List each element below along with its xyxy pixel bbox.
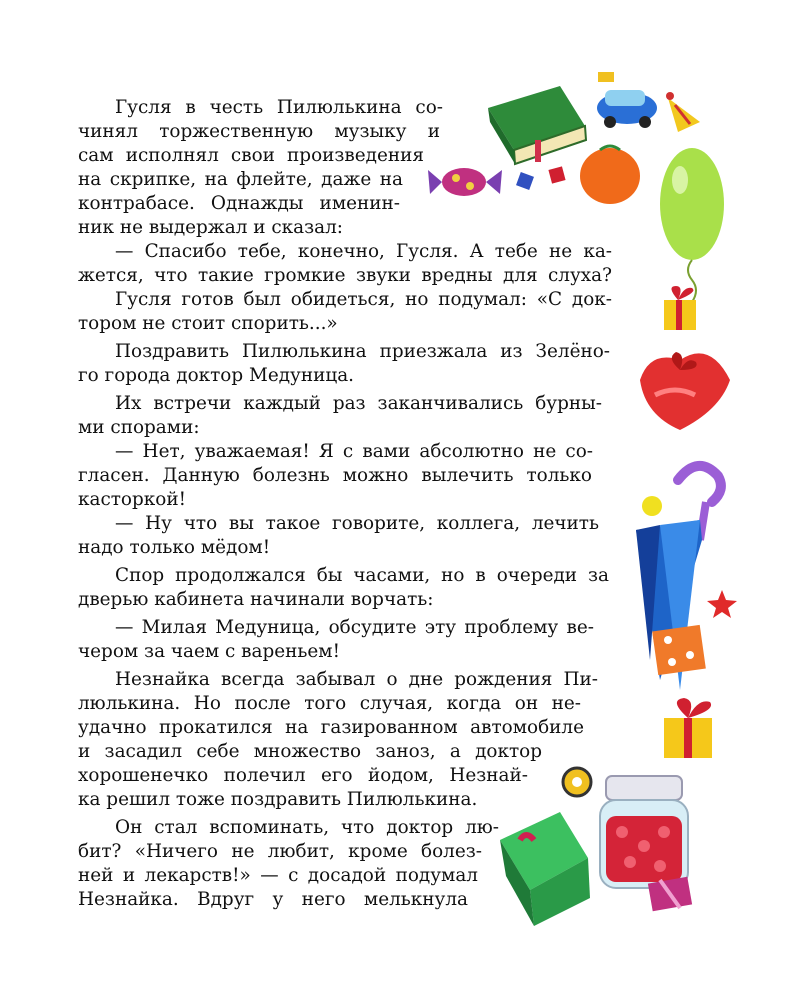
toy-car-icon: [597, 72, 657, 128]
text-line: и засадил себе множество заноз, а доктор: [78, 741, 542, 762]
text-line: сам исполнял свои произведения: [78, 145, 424, 166]
text-line: Незнайка всегда забывал о дне рождения Пи-: [115, 669, 598, 690]
gift-box-icon: [664, 286, 696, 330]
book-icon: [488, 86, 586, 164]
heart-box-icon: [640, 352, 730, 430]
party-hat-icon: [666, 92, 700, 132]
text-line: люлькина. Но после того случая, когда он не-: [78, 693, 581, 714]
text-line: гласен. Данную болезнь можно вылечить только: [78, 465, 592, 486]
text-line: надо только мёдом!: [78, 537, 271, 558]
text-line: ник не выдержал и сказал:: [78, 217, 343, 238]
coin-icon: [563, 768, 591, 796]
text-line: ней и лекарств!» — с досадой подумал: [78, 865, 478, 886]
text-line: жется, что такие громкие звуки вредны для слуха?: [78, 265, 612, 286]
text-line: на скрипке, на флейте, даже на: [78, 169, 403, 190]
text-line: удачно прокатился на газированном автомобиле: [78, 717, 584, 738]
text-line: — Спасибо тебе, конечно, Гусля. А тебе не ка-: [115, 241, 612, 262]
text-line: Спор продолжался бы часами, но в очереди за: [115, 565, 609, 586]
balloon-icon: [660, 148, 724, 302]
text-line: Гусля в честь Пилюлькина со-: [115, 97, 443, 118]
small-cube-icon: [516, 172, 534, 190]
text-line: контрабасе. Однажды именин-: [78, 193, 400, 214]
text-line: ка решил тоже поздравить Пилюлькина.: [78, 789, 478, 810]
text-line: — Милая Медуница, обсудите эту проблему ве-: [115, 617, 594, 638]
text-line: ми спорами:: [78, 417, 200, 438]
text-line: чинял торжественную музыку и: [78, 121, 440, 142]
gift-box-icon: [664, 698, 712, 758]
text-line: Он стал вспоминать, что доктор лю-: [115, 817, 499, 838]
text-line: касторкой!: [78, 489, 186, 510]
text-line: го города доктор Медуница.: [78, 365, 355, 386]
dice-icon: [652, 625, 706, 675]
text-line: Поздравить Пилюлькина приезжала из Зелёно-: [115, 341, 610, 362]
text-line: Незнайка. Вдруг у него мелькнула: [78, 889, 468, 910]
gift-box-icon: [500, 812, 590, 926]
text-line: чером за чаем с вареньем!: [78, 641, 341, 662]
text-line: — Нет, уважаемая! Я с вами абсолютно не со-: [115, 441, 593, 462]
text-line: тором не стоит спорить...»: [78, 313, 338, 334]
text-line: хорошенечко полечил его йодом, Незнай-: [78, 765, 528, 786]
text-line: бит? «Ничего не любит, кроме болез-: [78, 841, 482, 862]
text-line: дверью кабинета начинали ворчать:: [78, 589, 434, 610]
text-line: Их встречи каждый раз заканчивались бурны-: [115, 393, 602, 414]
star-icon: [707, 590, 737, 618]
jam-jar-icon: [600, 776, 688, 888]
candy-icon: [428, 168, 502, 196]
orange-icon: [580, 146, 640, 204]
text-line: Гусля готов был обидеться, но подумал: «С док-: [115, 289, 612, 310]
small-cube-icon: [548, 166, 565, 183]
text-line: — Ну что вы такое говорите, коллега, лечить: [115, 513, 599, 534]
